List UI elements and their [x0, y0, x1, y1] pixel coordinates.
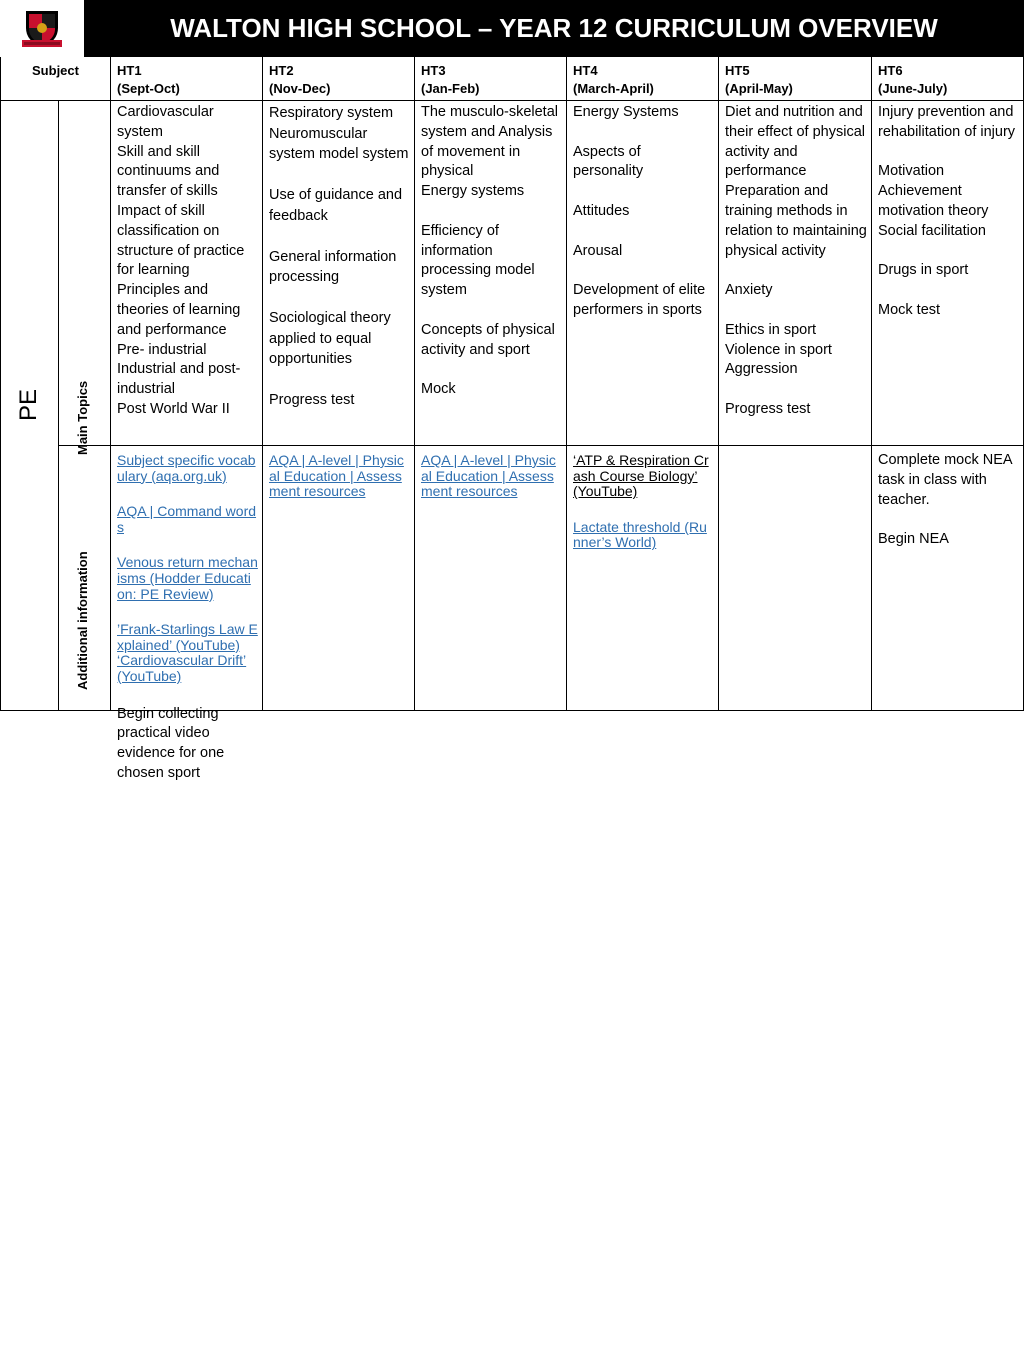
- main-topics-ht3: [414, 100, 567, 446]
- cardiovascular-drift-link[interactable]: ‘Cardiovascular Drift’ (YouTube): [117, 652, 247, 684]
- term-header-ht4: [566, 57, 719, 101]
- term-months: (Jan-Feb): [421, 81, 480, 96]
- topic-list: Diet and nutrition and their effect of physical activity and performance Preparation and training methods in relation to maintaining physical activity Anxiety Ethics in sport Violence in sport Aggression Progress test: [725, 104, 867, 417]
- main-topics-ht6: [871, 100, 1024, 446]
- topic-list: Cardiovascular system Skill and skill continuums and transfer of skills Impact of skill classification on structure of practice for learning Principles and theories of learning and performance Pre- industrial Industrial and post-industrial Post World War II: [117, 104, 245, 417]
- logo-container: [0, 0, 84, 57]
- additional-info-ht3: [414, 445, 567, 711]
- atp-respiration-link[interactable]: ‘ATP & Respiration Crash Course Biology’ (YouTube): [573, 452, 709, 500]
- term-months: (June-July): [878, 81, 948, 96]
- row-label-additional-info: [58, 445, 111, 711]
- term-header-ht6: [871, 57, 1024, 101]
- additional-info-ht6: [871, 445, 1024, 711]
- subject-header-cell: [0, 57, 111, 101]
- page-header: [0, 0, 1024, 57]
- main-topics-ht4: [566, 100, 719, 446]
- term-header-ht5: [718, 57, 872, 101]
- topic-list: Respiratory system Neuromuscular system model system Use of guidance and feedback General information processing Sociological theory applied to equal opportunities Progress test: [269, 105, 409, 408]
- main-topics-ht2: [262, 100, 415, 446]
- page-title: WALTON HIGH SCHOOL – YEAR 12 CURRICULUM OVERVIEW: [170, 13, 938, 43]
- term-header-ht3: [414, 57, 567, 101]
- aqa-assessment-resources-link[interactable]: AQA | A-level | Physical Education | Assessment resources: [269, 452, 404, 500]
- term-name: HT1: [117, 63, 142, 78]
- school-crest-icon: [20, 8, 64, 50]
- additional-info-ht1: [110, 445, 263, 781]
- venous-return-link[interactable]: Venous return mechanisms (Hodder Education: PE Review): [117, 554, 258, 602]
- additional-info-ht5: [718, 445, 872, 711]
- subject-header-label: Subject: [32, 63, 79, 78]
- term-name: HT4: [573, 63, 598, 78]
- topic-list: The musculo-skeletal system and Analysis of movement in physical Energy systems Efficiency of information processing model system Concepts of physical activity and sport Mock: [421, 104, 558, 398]
- nea-note: Complete mock NEA task in class with teacher. Begin NEA: [878, 452, 1012, 548]
- term-header-ht2: [262, 57, 415, 101]
- lactate-threshold-link[interactable]: Lactate threshold (Runner’s World): [573, 518, 707, 551]
- term-months: (April-May): [725, 81, 793, 96]
- additional-info-ht4: [566, 445, 719, 711]
- term-months: (March-April): [573, 81, 654, 96]
- term-name: HT6: [878, 63, 903, 78]
- term-name: HT2: [269, 63, 294, 78]
- frank-starling-link[interactable]: ’Frank-Starlings Law Explained’ (YouTube): [117, 621, 258, 653]
- term-name: HT5: [725, 63, 750, 78]
- term-months: (Sept-Oct): [117, 81, 180, 96]
- subject-cell: [0, 100, 59, 711]
- term-header-ht1: [110, 57, 263, 101]
- row-label-additional-text: Additional information: [75, 551, 90, 690]
- subject-label: PE: [15, 389, 42, 422]
- main-topics-ht5: [718, 100, 872, 446]
- command-words-link[interactable]: AQA | Command words: [117, 503, 257, 535]
- topic-list: Energy Systems Aspects of personality Attitudes Arousal Development of elite performers in sports: [573, 104, 706, 318]
- row-label-main-text: Main Topics: [75, 380, 90, 455]
- topic-list: Injury prevention and rehabilitation of injury Motivation Achievement motivation theory Social facilitation Drugs in sport Mock test: [878, 104, 1016, 318]
- aqa-assessment-resources-link[interactable]: AQA | A-level | Physical Education | Assessment resources: [421, 452, 556, 500]
- main-topics-ht1: [110, 100, 263, 446]
- term-name: HT3: [421, 63, 446, 78]
- vocabulary-link[interactable]: Subject specific vocabulary (aqa.org.uk): [117, 452, 256, 484]
- practical-evidence-note: Begin collecting practical video evidence for one chosen sport: [117, 705, 225, 781]
- additional-info-ht2: [262, 445, 415, 711]
- term-months: (Nov-Dec): [269, 81, 331, 96]
- row-label-main-topics: [58, 100, 111, 455]
